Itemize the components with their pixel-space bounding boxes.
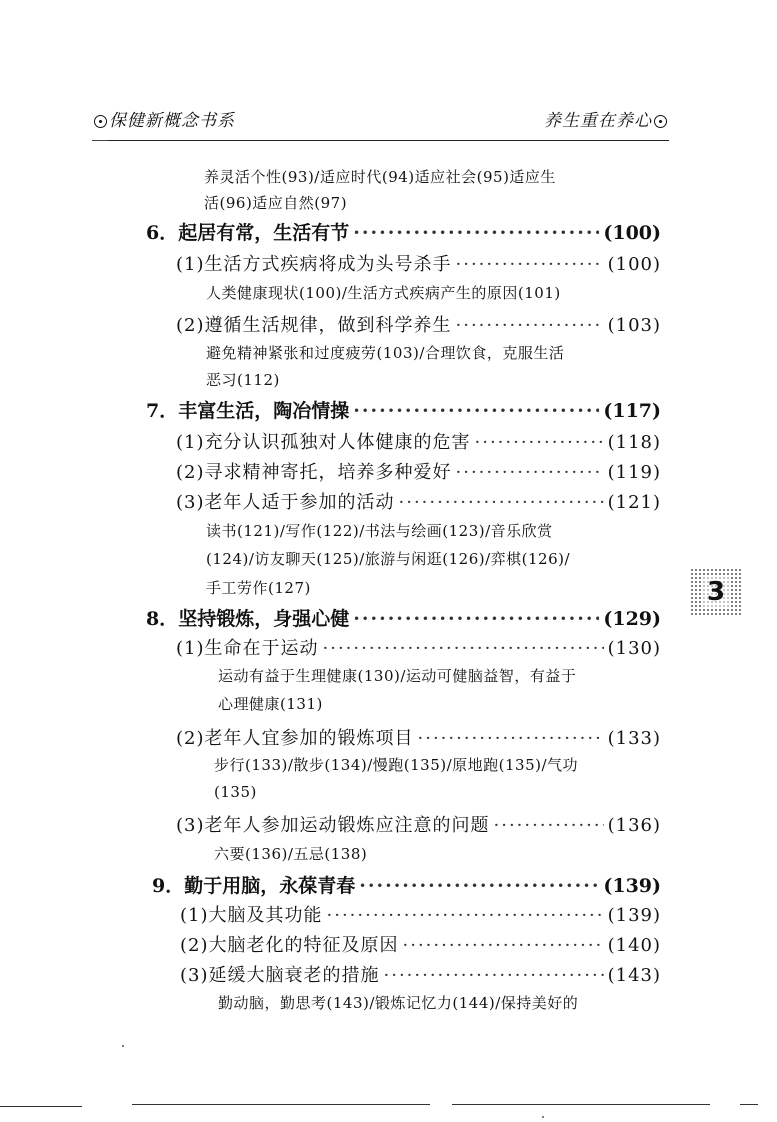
toc-detail-line <box>204 192 347 213</box>
toc-item[interactable] <box>180 931 661 957</box>
toc-item-title: (1)大脑及其功能 <box>180 905 323 926</box>
toc-detail-text: (135) <box>214 783 257 801</box>
dot-leader <box>323 638 604 659</box>
dot-leader <box>353 608 599 630</box>
toc-detail-line <box>206 342 564 363</box>
series-title-text: 保健新概念书系 <box>109 111 235 131</box>
toc-detail-text: 手工劳作(127) <box>206 579 311 597</box>
scan-edge-rule <box>132 1104 430 1105</box>
toc-page-number: (139) <box>603 875 661 897</box>
dot-leader <box>456 254 604 275</box>
toc-item[interactable] <box>176 458 661 484</box>
toc-detail-text: 避免精神紧张和过度疲劳(103)/合理饮食，克服生活 <box>206 344 565 362</box>
toc-detail-text: 人类健康现状(100)/生活方式疾病产生的原因(101) <box>206 284 561 302</box>
scan-edge-rule <box>740 1104 758 1105</box>
toc-detail-line <box>206 577 311 598</box>
toc-item[interactable] <box>180 961 661 987</box>
toc-page-number: (136) <box>607 815 661 836</box>
toc-item-title: (2)寻求精神寄托，培养多种爱好 <box>176 462 452 483</box>
toc-item[interactable] <box>176 634 661 660</box>
dot-leader <box>359 875 599 897</box>
toc-page-number: (143) <box>607 965 661 986</box>
toc-item-title: (1)生命在于运动 <box>176 638 319 659</box>
toc-detail-text: 活(96)适应自然(97) <box>204 194 348 212</box>
toc-item-title: (3)延缓大脑衰老的措施 <box>180 965 380 986</box>
toc-item-title: (2)大脑老化的特征及原因 <box>180 935 399 956</box>
dot-leader <box>494 815 604 836</box>
toc-item[interactable] <box>176 724 661 750</box>
toc-page-number: (119) <box>607 462 661 483</box>
toc-detail-line <box>206 282 561 303</box>
toc-section-title: 7．丰富生活，陶冶情操 <box>146 400 350 422</box>
toc-item[interactable] <box>176 811 661 837</box>
toc-detail-line <box>206 369 280 390</box>
toc-detail-line <box>214 754 578 775</box>
toc-section-title: 9．勤于用脑，永葆青春 <box>152 875 356 897</box>
toc-item-title: (1)充分认识孤独对人体健康的危害 <box>176 432 471 453</box>
toc-detail-text: 步行(133)/散步(134)/慢跑(135)/原地跑(135)/气功 <box>214 756 579 774</box>
dot-leader <box>456 462 604 483</box>
toc-page-number: (139) <box>607 905 661 926</box>
toc-item[interactable] <box>180 901 661 927</box>
page-number-tab <box>690 568 742 616</box>
scan-edge-rule <box>0 1106 82 1107</box>
toc-detail-line <box>204 166 556 187</box>
toc-page-number: (130) <box>607 638 661 659</box>
toc-detail-text: (124)/访友聊天(125)/旅游与闲逛(126)/弈棋(126)/ <box>206 550 571 568</box>
dot-leader <box>353 222 599 244</box>
toc-detail-text: 六要(136)/五忌(138) <box>214 845 368 863</box>
toc-detail-text: 勤动脑，勤思考(143)/锻炼记忆力(144)/保持美好的 <box>218 994 579 1012</box>
toc-item[interactable] <box>176 488 661 514</box>
toc-item[interactable] <box>176 311 661 337</box>
dot-leader <box>403 935 604 956</box>
scan-speck <box>542 1116 544 1118</box>
toc-section-title: 6．起居有常，生活有节 <box>146 222 350 244</box>
toc-section-6[interactable] <box>146 218 661 245</box>
dot-leader <box>399 492 604 513</box>
toc-detail-line <box>206 548 570 569</box>
toc-detail-text: 养灵活个性(93)/适应时代(94)适应社会(95)适应生 <box>204 168 556 186</box>
scan-edge-rule <box>452 1104 710 1105</box>
dot-leader <box>418 728 604 749</box>
toc-detail-line <box>214 843 367 864</box>
toc-detail-text: 恶习(112) <box>206 371 280 389</box>
toc-page-number: (140) <box>607 935 661 956</box>
toc-page-number: (129) <box>603 608 661 630</box>
toc-detail-text: 读书(121)/写作(122)/书法与绘画(123)/音乐欣赏 <box>206 522 553 540</box>
dot-leader <box>475 432 604 453</box>
page-number: 3 <box>703 577 729 607</box>
toc-page-number: (133) <box>607 728 661 749</box>
toc-section-7[interactable] <box>146 396 661 423</box>
toc-item-title: (2)遵循生活规律，做到科学养生 <box>176 315 452 336</box>
toc-page-number: (100) <box>603 222 661 244</box>
toc-detail-text: 运动有益于生理健康(130)/运动可健脑益智，有益于 <box>218 667 577 685</box>
dot-leader <box>384 965 604 986</box>
toc-item-title: (2)老年人宜参加的锻炼项目 <box>176 728 414 749</box>
toc-detail-text: 心理健康(131) <box>218 695 323 713</box>
toc-detail-line <box>214 783 257 801</box>
toc-page-number: (100) <box>607 254 661 275</box>
toc-item[interactable] <box>176 428 661 454</box>
toc-section-title: 8．坚持锻炼，身强心健 <box>146 608 350 630</box>
toc-detail-line <box>206 520 553 541</box>
dot-leader <box>353 400 599 422</box>
toc-item-title: (3)老年人参加运动锻炼应注意的问题 <box>176 815 490 836</box>
toc-item[interactable] <box>176 250 661 276</box>
scan-speck <box>122 1045 124 1047</box>
toc-item-title: (1)生活方式疾病将成为头号杀手 <box>176 254 452 275</box>
toc-page-number: (117) <box>603 400 661 422</box>
toc-detail-line <box>218 665 576 686</box>
toc-page-number: (118) <box>607 432 661 453</box>
book-title-text: 养生重在养心 <box>544 111 652 131</box>
dot-leader <box>456 315 604 336</box>
toc-detail-line <box>218 693 323 714</box>
dot-leader <box>327 905 604 926</box>
toc-section-9[interactable] <box>152 871 661 898</box>
toc-item-title: (3)老年人适于参加的活动 <box>176 492 395 513</box>
toc-detail-line <box>218 992 578 1013</box>
toc-page-number: (103) <box>607 315 661 336</box>
toc-page-number: (121) <box>607 492 661 513</box>
toc-section-8[interactable] <box>146 604 661 631</box>
